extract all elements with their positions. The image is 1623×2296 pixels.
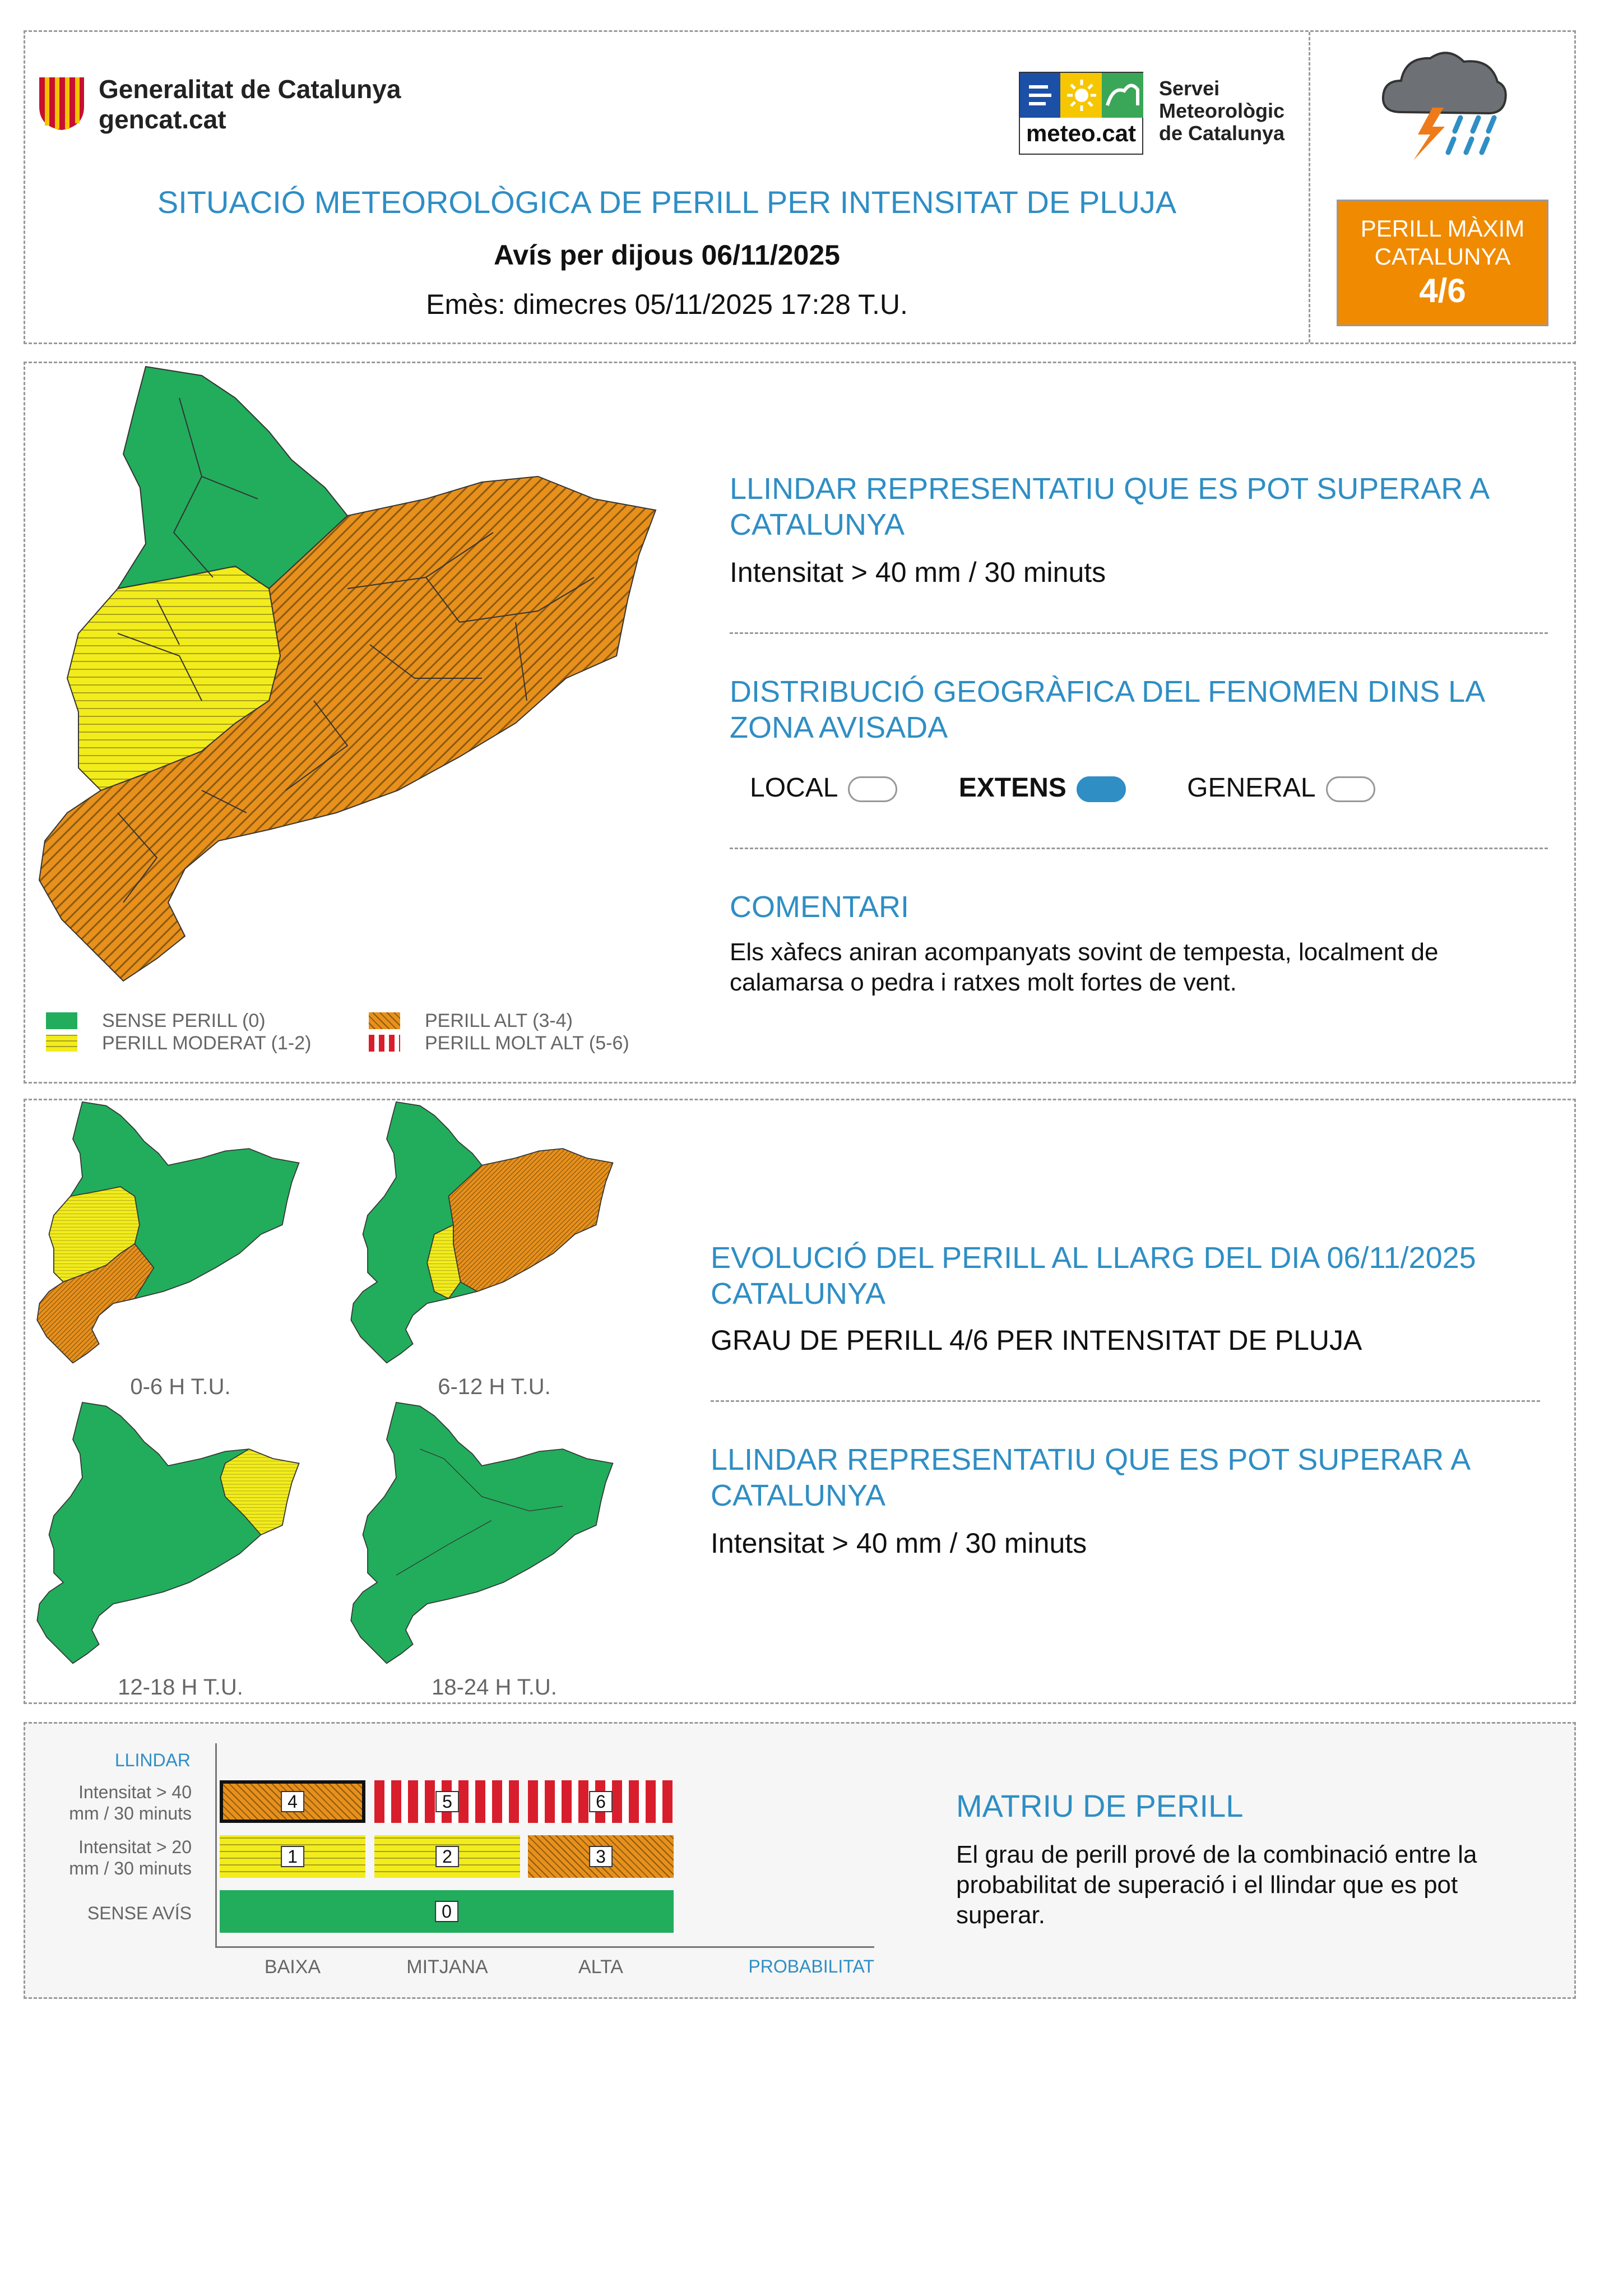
- legend-label-very-high: PERILL MOLT ALT (5-6): [425, 1033, 629, 1054]
- legend-swatch-yellow: [46, 1035, 77, 1052]
- legend-swatch-red: [369, 1035, 400, 1052]
- matrix-x-label-medium: MITJANA: [406, 1956, 488, 1978]
- max-danger-label-1: PERILL MÀXIM: [1360, 215, 1525, 242]
- legend-swatch-orange: [369, 1012, 400, 1029]
- distribution-options: [750, 772, 1557, 803]
- threshold-value: Intensitat > 40 mm / 30 minuts: [730, 557, 1106, 588]
- header-divider: [1309, 32, 1310, 342]
- evolution-title: EVOLUCIÓ DEL PERILL AL LLARG DEL DIA 06/11/2025 CATALUNYA: [711, 1241, 1476, 1311]
- comment-text: Els xàfecs aniran acompanyats sovint de tempesta, localment de calamarsa o pedra i ratxes molt fortes de vent.: [730, 938, 1439, 996]
- legend-label-none: SENSE PERILL (0): [102, 1010, 266, 1031]
- matrix-text: El grau de perill prové de la combinació entre la probabilitat de superació i el llindar que es pot superar.: [956, 1841, 1477, 1929]
- legend-label-high: PERILL ALT (3-4): [425, 1010, 573, 1031]
- period-label-0-6: 0-6 H T.U.: [130, 1374, 231, 1399]
- option-general: GENERAL: [1187, 772, 1375, 803]
- option-extens: EXTENS: [959, 772, 1126, 803]
- sun-icon: [1066, 78, 1097, 112]
- matrix-cell-0: 0: [220, 1890, 674, 1933]
- matrix-y-axis: [215, 1743, 217, 1947]
- option-local: LOCAL: [750, 772, 897, 803]
- matrix-row-label-20: Intensitat > 20 mm / 30 minuts: [69, 1837, 192, 1878]
- gencat-logo: [36, 73, 87, 131]
- gov-site: gencat.cat: [99, 105, 226, 134]
- evolution-grade: GRAU DE PERILL 4/6 PER INTENSITAT DE PLUJA: [711, 1325, 1362, 1356]
- matrix-title: MATRIU DE PERILL: [956, 1788, 1244, 1823]
- matrix-cell-4: 4: [220, 1780, 365, 1823]
- matrix-cell-3: 3: [528, 1835, 674, 1878]
- matrix-row-label-none: SENSE AVÍS: [87, 1903, 192, 1923]
- gencat-emblem-icon: [36, 73, 87, 131]
- matrix-x-label-low: BAIXA: [264, 1956, 321, 1978]
- separator-1: [730, 632, 1548, 634]
- separator-2: [730, 848, 1548, 849]
- period-label-6-12: 6-12 H T.U.: [438, 1374, 551, 1399]
- issued-date: Emès: dimecres 05/11/2025 17:28 T.U.: [426, 289, 908, 320]
- map-period-0-6: [35, 1100, 304, 1369]
- toggle-local: [848, 776, 897, 802]
- wind-lines-icon: [1026, 81, 1055, 110]
- map-period-6-12: [349, 1100, 618, 1369]
- gov-name: Generalitat de Catalunya: [99, 75, 401, 104]
- meteocat-logo: [1019, 72, 1143, 155]
- meteocat-logo-text: meteo.cat: [1026, 120, 1137, 146]
- threshold-title: LLINDAR REPRESENTATIU QUE ES POT SUPERAR A CATALUNYA: [730, 472, 1488, 541]
- toggle-extens: [1077, 776, 1126, 802]
- toggle-general: [1326, 776, 1375, 802]
- meteo-name-2: Meteorològic: [1159, 99, 1285, 122]
- evolution-threshold-title: LLINDAR REPRESENTATIU QUE ES POT SUPERAR A CATALUNYA: [711, 1443, 1469, 1512]
- max-danger-label-2: CATALUNYA: [1374, 243, 1511, 270]
- max-danger-badge: [1337, 200, 1548, 326]
- mountain-cloud-icon: [1105, 81, 1140, 110]
- meteo-name-1: Servei: [1159, 77, 1220, 100]
- separator-3: [711, 1400, 1540, 1402]
- catalonia-danger-map: [34, 364, 667, 992]
- period-label-18-24: 18-24 H T.U.: [432, 1675, 557, 1700]
- matrix-cell-2: 2: [374, 1835, 520, 1878]
- map-period-18-24: [349, 1400, 618, 1669]
- page-title: SITUACIÓ METEOROLÒGICA DE PERILL PER INTENSITAT DE PLUJA: [157, 184, 1177, 220]
- evolution-threshold-value: Intensitat > 40 mm / 30 minuts: [711, 1527, 1087, 1559]
- matrix-cell-5: 5: [374, 1780, 520, 1823]
- meteo-name-3: de Catalunya: [1159, 122, 1285, 145]
- matrix-x-axis: [215, 1946, 874, 1948]
- matrix-x-title: PROBABILITAT: [748, 1956, 874, 1976]
- matrix-row-label-40: Intensitat > 40 mm / 30 minuts: [69, 1782, 192, 1823]
- distribution-title: DISTRIBUCIÓ GEOGRÀFICA DEL FENOMEN DINS LA ZONA AVISADA: [730, 675, 1484, 744]
- comment-title: COMENTARI: [730, 890, 909, 924]
- legend-swatch-green: [46, 1012, 77, 1029]
- matrix-cell-6: 6: [528, 1780, 674, 1823]
- legend: [46, 1009, 662, 1065]
- legend-label-moderate: PERILL MODERAT (1-2): [102, 1033, 312, 1054]
- max-danger-value: 4/6: [1419, 272, 1466, 309]
- warning-date: Avís per dijous 06/11/2025: [494, 239, 840, 271]
- storm-rain-icon: [1379, 45, 1508, 163]
- matrix-axis-title: LLINDAR: [114, 1750, 191, 1770]
- matrix-cell-1: 1: [220, 1835, 365, 1878]
- period-label-12-18: 12-18 H T.U.: [118, 1675, 243, 1700]
- map-period-12-18: [35, 1400, 304, 1669]
- matrix-x-label-high: ALTA: [578, 1956, 623, 1978]
